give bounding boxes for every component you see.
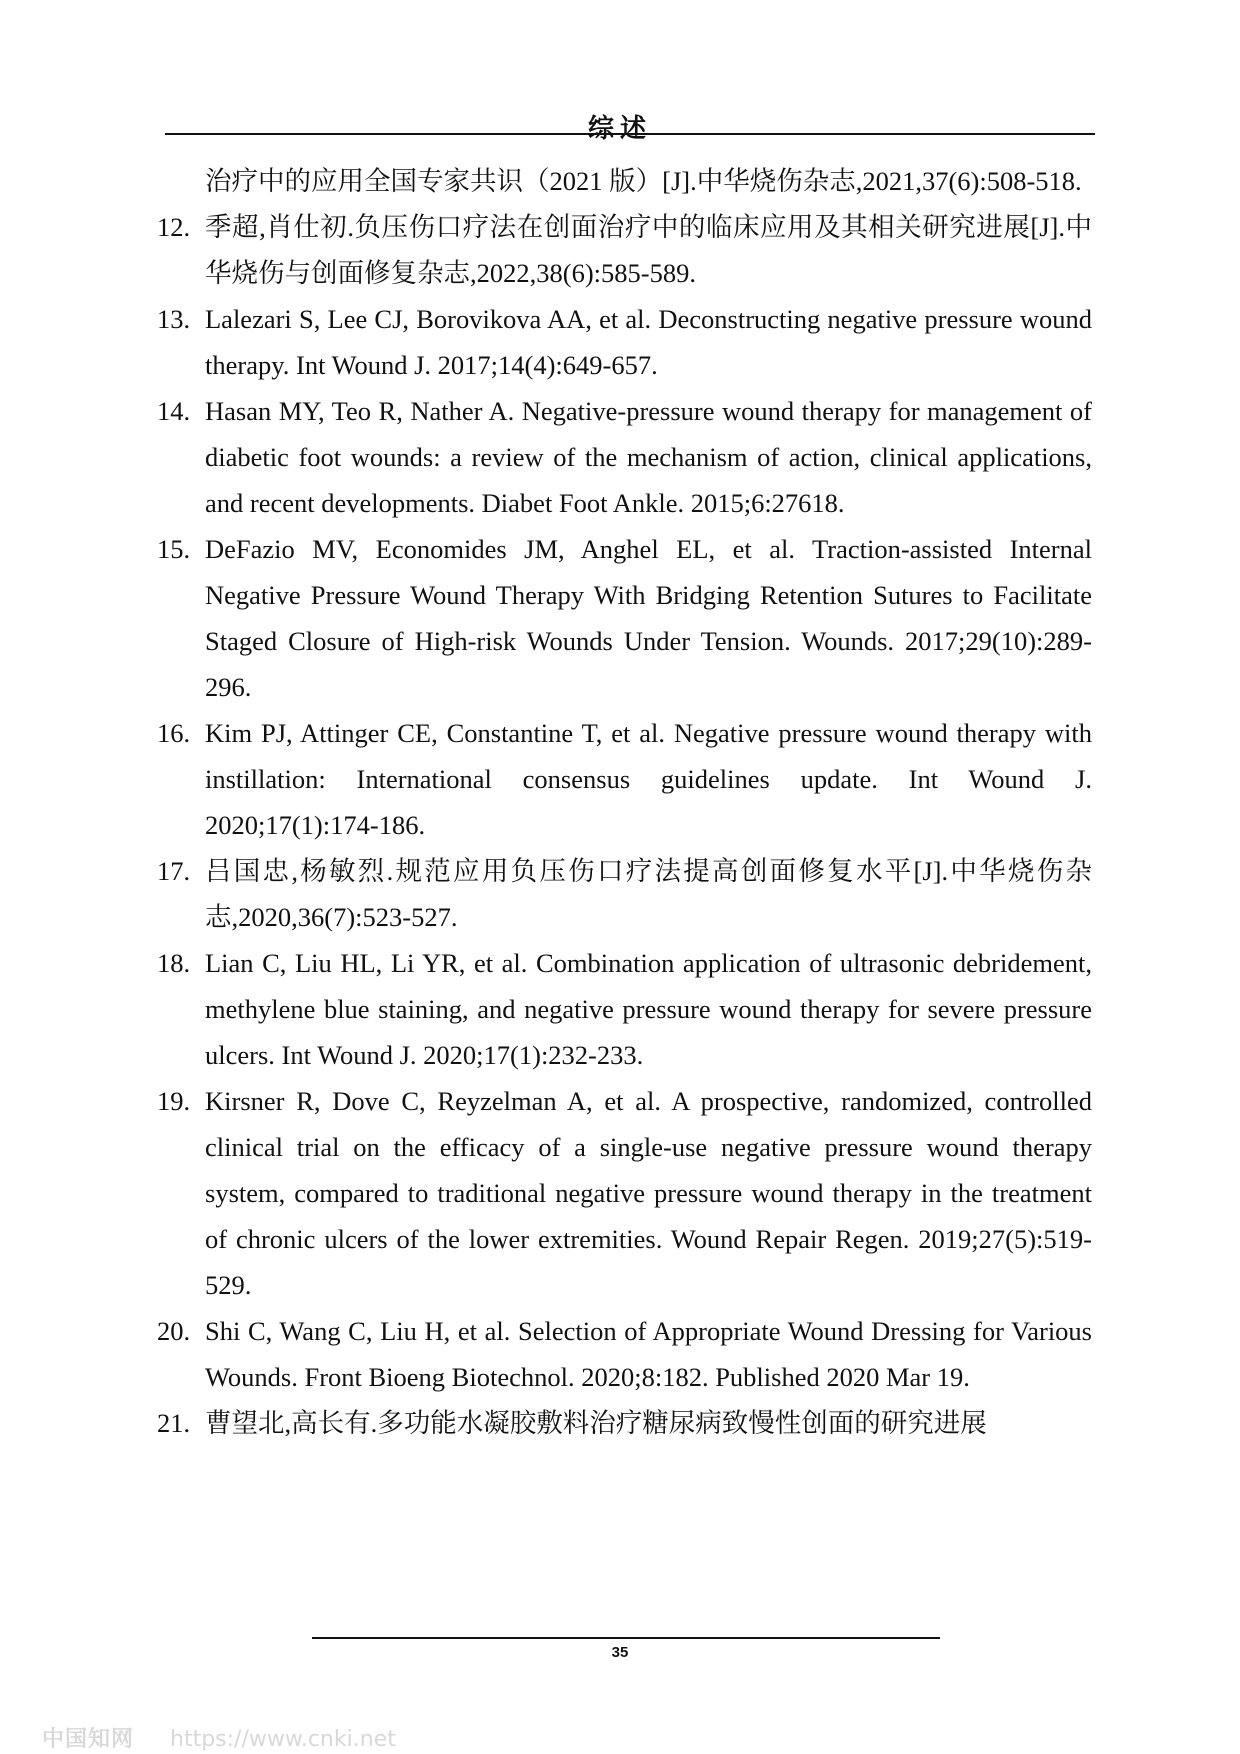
reference-text: 吕国忠,杨敏烈.规范应用负压伤口疗法提高创面修复水平[J].中华烧伤杂志,2020,36(7):523-527. [205, 856, 1092, 932]
reference-number: 19. [157, 1086, 191, 1116]
reference-item [157, 1078, 1092, 1308]
reference-text: 治疗中的应用全国专家共识（2021 版）[J].中华烧伤杂志,2021,37(6):508-518. [205, 166, 1082, 196]
reference-item [165, 158, 1092, 204]
reference-item [157, 1400, 1092, 1446]
reference-number: 16. [157, 718, 191, 748]
watermark-url: https://www.cnki.net [170, 1727, 396, 1752]
reference-list [157, 158, 1092, 1446]
reference-text: 季超,肖仕初.负压伤口疗法在创面治疗中的临床应用及其相关研究进展[J].中华烧伤与创面修复杂志,2022,38(6):585-589. [205, 212, 1092, 288]
reference-text: Kirsner R, Dove C, Reyzelman A, et al. A prospective, randomized, controlled clinical trial on the efficacy of a single-use negative pressure wound therapy system, compared to traditional negative pressure wound therapy in the treatment of chronic ulcers of the lower extremities. Wound Repair Regen. 2019;27(5):519-529. [205, 1086, 1092, 1300]
watermark [42, 1722, 396, 1753]
reference-item [157, 710, 1092, 848]
reference-text: Lalezari S, Lee CJ, Borovikova AA, et al. Deconstructing negative pressure wound therapy. Int Wound J. 2017;14(4):649-657. [205, 304, 1092, 380]
reference-number: 20. [157, 1316, 191, 1346]
reference-item [157, 204, 1092, 296]
reference-text: DeFazio MV, Economides JM, Anghel EL, et al. Traction-assisted Internal Negative Pressure Wound Therapy With Bridging Retention Sutures to Facilitate Staged Closure of High-risk Wounds Under Tension. Wounds. 2017;29(10):289-296. [205, 534, 1092, 702]
reference-text: Lian C, Liu HL, Li YR, et al. Combination application of ultrasonic debridement, methylene blue staining, and negative pressure wound therapy for severe pressure ulcers. Int Wound J. 2020;17(1):232-233. [205, 948, 1092, 1070]
reference-text: Hasan MY, Teo R, Nather A. Negative-pressure wound therapy for management of diabetic foot wounds: a review of the mechanism of action, clinical applications, and recent developments. Diabet Foot Ankle. 2015;6:27618. [205, 396, 1092, 518]
reference-number: 14. [157, 396, 191, 426]
reference-item [157, 940, 1092, 1078]
page-number: 35 [611, 1644, 629, 1661]
reference-text: 曹望北,高长有.多功能水凝胶敷料治疗糖尿病致慢性创面的研究进展 [205, 1408, 987, 1438]
reference-item [157, 848, 1092, 940]
reference-item [157, 526, 1092, 710]
reference-item [157, 296, 1092, 388]
reference-number: 21. [157, 1408, 191, 1438]
page-header-title: 综述 [587, 114, 652, 144]
header-divider [165, 133, 1095, 135]
reference-number: 15. [157, 534, 191, 564]
reference-number: 17. [157, 856, 191, 886]
reference-number: 12. [157, 212, 191, 242]
reference-item [157, 388, 1092, 526]
reference-item [157, 1308, 1092, 1400]
reference-number: 18. [157, 948, 191, 978]
reference-number: 13. [157, 304, 191, 334]
reference-text: Kim PJ, Attinger CE, Constantine T, et al. Negative pressure wound therapy with instillation: International consensus guidelines update. Int Wound J. 2020;17(1):174-186. [205, 718, 1092, 840]
cnki-logo: 中国知网 [42, 1727, 135, 1752]
footer-divider [312, 1637, 940, 1639]
reference-text: Shi C, Wang C, Liu H, et al. Selection of Appropriate Wound Dressing for Various Wounds. Front Bioeng Biotechnol. 2020;8:182. Published 2020 Mar 19. [205, 1316, 1092, 1392]
